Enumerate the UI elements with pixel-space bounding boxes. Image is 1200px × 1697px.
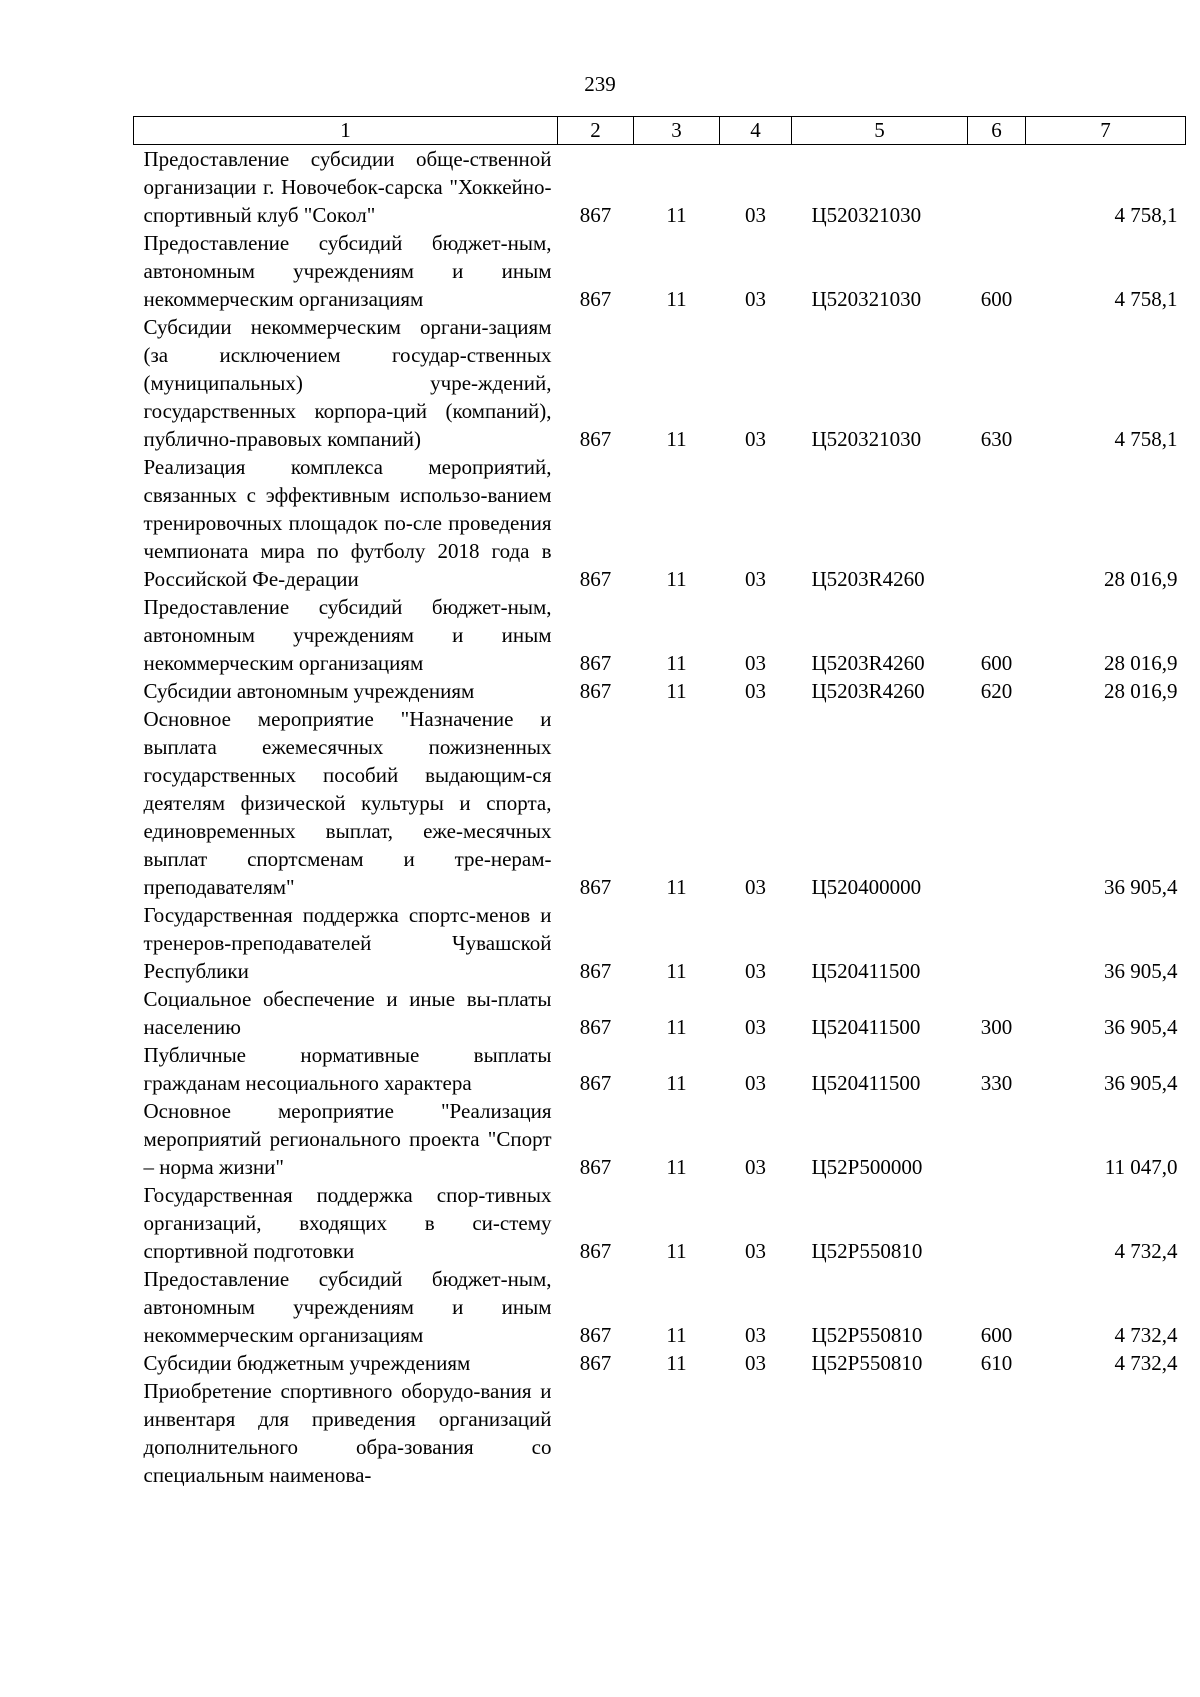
- target-article-cell: Ц52P500000: [811, 1155, 923, 1179]
- amount-cell: 4 732,4: [1114, 1351, 1178, 1375]
- section-code-cell: 11: [666, 567, 687, 591]
- expense-type-cell: [968, 901, 1026, 985]
- column-header-1: 1: [134, 117, 558, 145]
- column-number-row: [134, 117, 1186, 145]
- section-code-cell: 11: [666, 203, 687, 227]
- table-row: [134, 453, 1186, 593]
- subsection-code-cell: 03: [745, 567, 766, 591]
- target-article-cell: [792, 1377, 968, 1489]
- subsection-code-cell: 03: [745, 1239, 766, 1263]
- table-row: [134, 705, 1186, 901]
- expense-type-cell: [968, 453, 1026, 593]
- target-article-cell: Ц520321030: [811, 203, 922, 227]
- expense-type-cell: 600: [980, 287, 1013, 311]
- table-row: [134, 593, 1186, 677]
- expense-type-cell: 630: [980, 427, 1013, 451]
- row-name-cell: Реализация комплекса мероприятий, связанных с эффективным использо-ванием тренировочных площадок по-сле проведения чемпионата мира по футболу 2018 года в Российской Фе-дерации: [143, 455, 552, 591]
- expense-type-cell: [968, 145, 1026, 230]
- column-header-4: 4: [720, 117, 792, 145]
- amount-cell: 4 732,4: [1114, 1323, 1178, 1347]
- section-code-cell: 11: [666, 427, 687, 451]
- subsection-code-cell: 03: [745, 1071, 766, 1095]
- row-name-cell: Предоставление субсидий бюджет-ным, автономным учреждениям и иным некоммерческим организациям: [143, 1267, 552, 1347]
- table-row: [134, 1181, 1186, 1265]
- row-name-cell: Предоставление субсидий бюджет-ным, автономным учреждениям и иным некоммерческим организациям: [143, 595, 552, 675]
- section-code-cell: 11: [666, 875, 687, 899]
- expense-type-cell: [968, 1097, 1026, 1181]
- row-name-cell: Субсидии автономным учреждениям: [143, 679, 475, 703]
- amount-cell: 11 047,0: [1104, 1155, 1178, 1179]
- subsection-code-cell: 03: [745, 1155, 766, 1179]
- expense-type-cell: [968, 705, 1026, 901]
- section-code-cell: [634, 1377, 720, 1489]
- subsection-code-cell: 03: [745, 651, 766, 675]
- table-row: [134, 229, 1186, 313]
- ministry-code-cell: 867: [579, 287, 612, 311]
- amount-cell: 4 732,4: [1114, 1239, 1178, 1263]
- amount-cell: 36 905,4: [1104, 1071, 1178, 1095]
- amount-cell: 36 905,4: [1104, 959, 1178, 983]
- expense-type-cell: [968, 1377, 1026, 1489]
- row-name-cell: Субсидии некоммерческим органи-зациям (за исключением государ-ственных (муниципальных) учре-ждений, государственных корпора-ций (компаний), публично-правовых компаний): [143, 315, 552, 451]
- table-row: [134, 313, 1186, 453]
- section-code-cell: 11: [666, 959, 687, 983]
- table-row: [134, 1265, 1186, 1349]
- row-name-cell: Государственная поддержка спортс-менов и тренеров-преподавателей Чувашской Республики: [143, 903, 552, 983]
- ministry-code-cell: 867: [579, 427, 612, 451]
- row-name-cell: Предоставление субсидии обще-ственной организации г. Новочебок-сарска "Хоккейно-спортивный клуб "Сокол": [143, 147, 552, 227]
- section-code-cell: 11: [666, 1071, 687, 1095]
- table-row: [134, 677, 1186, 705]
- target-article-cell: Ц5203R4260: [811, 679, 925, 703]
- section-code-cell: 11: [666, 651, 687, 675]
- ministry-code-cell: 867: [579, 567, 612, 591]
- target-article-cell: Ц52P550810: [811, 1351, 923, 1375]
- section-code-cell: 11: [666, 1015, 687, 1039]
- table-row: [134, 1097, 1186, 1181]
- subsection-code-cell: [720, 1377, 792, 1489]
- row-name-cell: Публичные нормативные выплаты гражданам несоциального характера: [143, 1043, 552, 1095]
- target-article-cell: Ц52P550810: [811, 1239, 923, 1263]
- ministry-code-cell: 867: [579, 959, 612, 983]
- table-row: [134, 1349, 1186, 1377]
- target-article-cell: Ц5203R4260: [811, 651, 925, 675]
- table-row: [134, 145, 1186, 230]
- ministry-code-cell: 867: [579, 203, 612, 227]
- ministry-code-cell: 867: [579, 1155, 612, 1179]
- row-name-cell: Приобретение спортивного оборудо-вания и инвентаря для приведения организаций дополнительного обра-зования со специальным наименова-: [143, 1379, 552, 1487]
- subsection-code-cell: 03: [745, 1015, 766, 1039]
- section-code-cell: 11: [666, 287, 687, 311]
- table-row: [134, 1041, 1186, 1097]
- expense-type-cell: 600: [980, 1323, 1013, 1347]
- subsection-code-cell: 03: [745, 1323, 766, 1347]
- section-code-cell: 11: [666, 1351, 687, 1375]
- amount-cell: 36 905,4: [1104, 875, 1178, 899]
- table-row: [134, 985, 1186, 1041]
- ministry-code-cell: 867: [579, 1071, 612, 1095]
- target-article-cell: Ц520321030: [811, 427, 922, 451]
- ministry-code-cell: 867: [579, 1323, 612, 1347]
- table-header: [134, 117, 1186, 145]
- target-article-cell: Ц5203R4260: [811, 567, 925, 591]
- ministry-code-cell: 867: [579, 679, 612, 703]
- target-article-cell: Ц520411500: [811, 1071, 921, 1095]
- ministry-code-cell: 867: [579, 1351, 612, 1375]
- amount-cell: 28 016,9: [1104, 567, 1178, 591]
- amount-cell: 28 016,9: [1104, 679, 1178, 703]
- section-code-cell: 11: [666, 1323, 687, 1347]
- subsection-code-cell: 03: [745, 875, 766, 899]
- table-body: [134, 145, 1186, 1490]
- row-name-cell: Основное мероприятие "Назначение и выплата ежемесячных пожизненных государственных пособий выдающим-ся деятелям физической культуры и спорта, единовременных выплат, еже-месячных выплат спортсменам и тре-нерам-преподавателям": [143, 707, 552, 899]
- ministry-code-cell: [558, 1377, 634, 1489]
- budget-table: [133, 116, 1186, 1489]
- ministry-code-cell: 867: [579, 875, 612, 899]
- table-row: [134, 1377, 1186, 1489]
- expense-type-cell: 620: [980, 679, 1013, 703]
- subsection-code-cell: 03: [745, 959, 766, 983]
- row-name-cell: Субсидии бюджетным учреждениям: [143, 1351, 471, 1375]
- ministry-code-cell: 867: [579, 1239, 612, 1263]
- column-header-3: 3: [634, 117, 720, 145]
- amount-cell: 36 905,4: [1104, 1015, 1178, 1039]
- page-number: 239: [584, 72, 616, 96]
- subsection-code-cell: 03: [745, 679, 766, 703]
- target-article-cell: Ц520321030: [811, 287, 922, 311]
- amount-cell: 4 758,1: [1114, 427, 1178, 451]
- table-row: [134, 901, 1186, 985]
- column-header-2: 2: [558, 117, 634, 145]
- amount-cell: 4 758,1: [1114, 287, 1178, 311]
- column-header-5: 5: [792, 117, 968, 145]
- expense-type-cell: 300: [980, 1015, 1013, 1039]
- amount-cell: [1026, 1377, 1186, 1489]
- expense-type-cell: [968, 1181, 1026, 1265]
- amount-cell: 28 016,9: [1104, 651, 1178, 675]
- row-name-cell: Социальное обеспечение и иные вы-платы населению: [143, 987, 552, 1039]
- expense-type-cell: 600: [980, 651, 1013, 675]
- subsection-code-cell: 03: [745, 203, 766, 227]
- row-name-cell: Основное мероприятие "Реализация мероприятий регионального проекта "Спорт – норма жизни": [143, 1099, 552, 1179]
- row-name-cell: Государственная поддержка спор-тивных организаций, входящих в си-стему спортивной подготовки: [143, 1183, 552, 1263]
- ministry-code-cell: 867: [579, 1015, 612, 1039]
- row-name-cell: Предоставление субсидий бюджет-ным, автономным учреждениям и иным некоммерческим организациям: [143, 231, 552, 311]
- target-article-cell: Ц520400000: [811, 875, 922, 899]
- column-header-6: 6: [968, 117, 1026, 145]
- ministry-code-cell: 867: [579, 651, 612, 675]
- target-article-cell: Ц520411500: [811, 959, 921, 983]
- column-header-7: 7: [1026, 117, 1186, 145]
- section-code-cell: 11: [666, 1239, 687, 1263]
- expense-type-cell: 330: [980, 1071, 1013, 1095]
- target-article-cell: Ц520411500: [811, 1015, 921, 1039]
- section-code-cell: 11: [666, 679, 687, 703]
- subsection-code-cell: 03: [745, 287, 766, 311]
- amount-cell: 4 758,1: [1114, 203, 1178, 227]
- target-article-cell: Ц52P550810: [811, 1323, 923, 1347]
- expense-type-cell: 610: [980, 1351, 1013, 1375]
- subsection-code-cell: 03: [745, 1351, 766, 1375]
- subsection-code-cell: 03: [745, 427, 766, 451]
- section-code-cell: 11: [666, 1155, 687, 1179]
